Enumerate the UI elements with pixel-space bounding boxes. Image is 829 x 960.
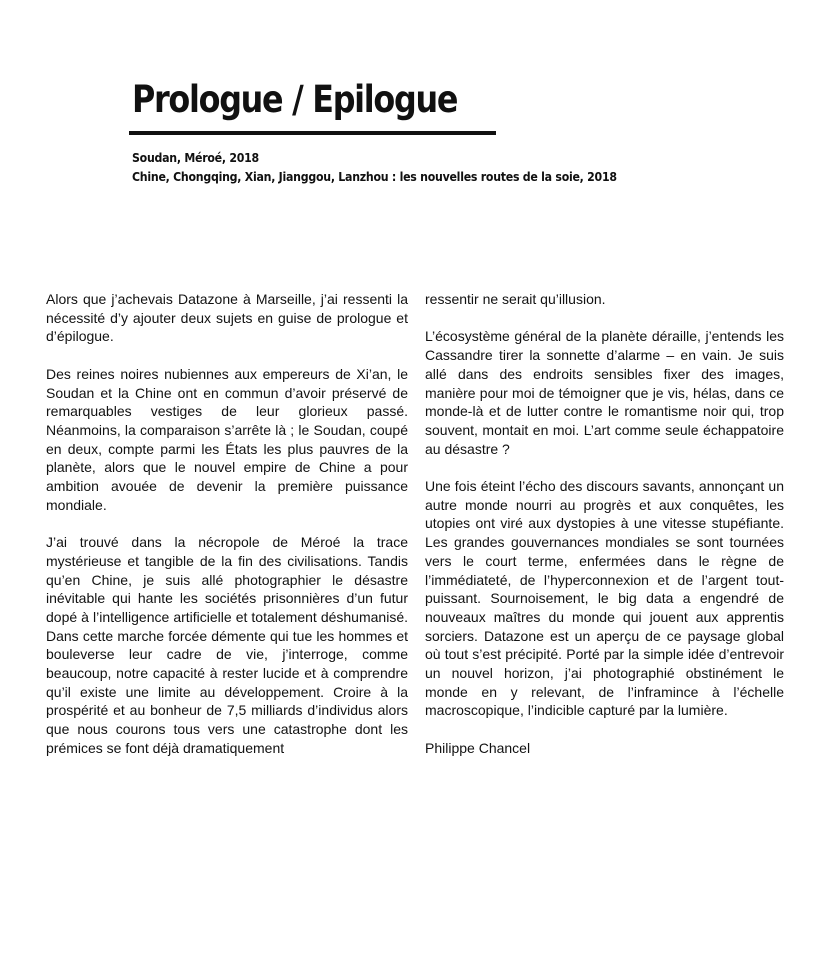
text-column-left — [46, 290, 408, 758]
paragraph-ecosystem: L’écosystème général de la planète déraille, j’entends les Cassandre tirer la sonnette d’alarme – en vain. Je suis allé dans des endroits sensibles fixer des images, manière pour moi de témoigner que je vis, hélas, dans ce monde-là et de lutter contre le romantisme noir qui, trop souvent, montait en moi. L’art comme seule échappatoire au désastre ? — [425, 328, 784, 457]
subtitle-block — [132, 148, 617, 186]
page-title: Prologue / Epilogue — [132, 78, 458, 121]
paragraph-utopias: Une fois éteint l’écho des discours savants, annonçant un autre monde nourri au progrès et aux conquêtes, les utopies ont viré aux dystopies à une vitesse stupéfiante. Les grandes gouvernances mondiales se sont tournées vers le court terme, enfermées dans le règne de l’immédiateté, de l’hyperconnexion et de l’argent tout-puissant. Sournoisement, le big data a engendré de nouveaux maîtres du monde qui jouent aux apprentis sorciers. Datazone est un aperçu de ce paysage global où tout s’est précipité. Porté par la simple idée d’entrevoir un nouvel horizon, j’ai photographié obstinément le monde en y relevant, de l’inframince à l’échelle macroscopique, l’indicible capturé par la lumière. — [425, 478, 784, 719]
subtitle-line-china: Chine, Chongqing, Xian, Jianggou, Lanzhou : les nouvelles routes de la soie, 2018 — [132, 169, 617, 184]
paragraph-intro: Alors que j’achevais Datazone à Marseille, j’ai ressenti la nécessité d’y ajouter deux sujets en guise de prologue et d’épilogue. — [46, 291, 408, 345]
paragraph-continuation: ressentir ne serait qu’illusion. — [425, 291, 606, 307]
text-column-right — [425, 290, 784, 758]
title-underline-rule — [129, 131, 496, 135]
paragraph-meroe-china: J’ai trouvé dans la nécropole de Méroé la trace mystérieuse et tangible de la fin des civilisations. Tandis qu’en Chine, je suis allé photographier le désastre inévitable qui hante les sociétés prisonnières d’un futur dopé à l’intelligence artificielle et totalement déshumanisé. Dans cette marche forcée démente qui tue les hommes et bouleverse leur cadre de vie, j’interroge, comme beaucoup, notre capacité à rester lucide et à comprendre qu’il existe une limite au développement. Croire à la prospérité et au bonheur de 7,5 milliards d’individus alors que nous courons tous vers une catastrophe dont les prémices se font déjà dramatiquement — [46, 534, 408, 756]
subtitle-line-sudan: Soudan, Méroé, 2018 — [132, 150, 259, 165]
author-signature: Philippe Chancel — [425, 739, 531, 756]
paragraph-sudan-china: Des reines noires nubiennes aux empereurs de Xi’an, le Soudan et la Chine ont en commun d’avoir préservé de remarquables vestiges de leur glorieux passé. Néanmoins, la comparaison s’arrête là ; le Soudan, coupé en deux, compte parmi les États les plus pauvres de la planète, alors que le nouvel empire de Chine a pour ambition avouée de devenir la première puissance mondiale. — [46, 365, 408, 513]
